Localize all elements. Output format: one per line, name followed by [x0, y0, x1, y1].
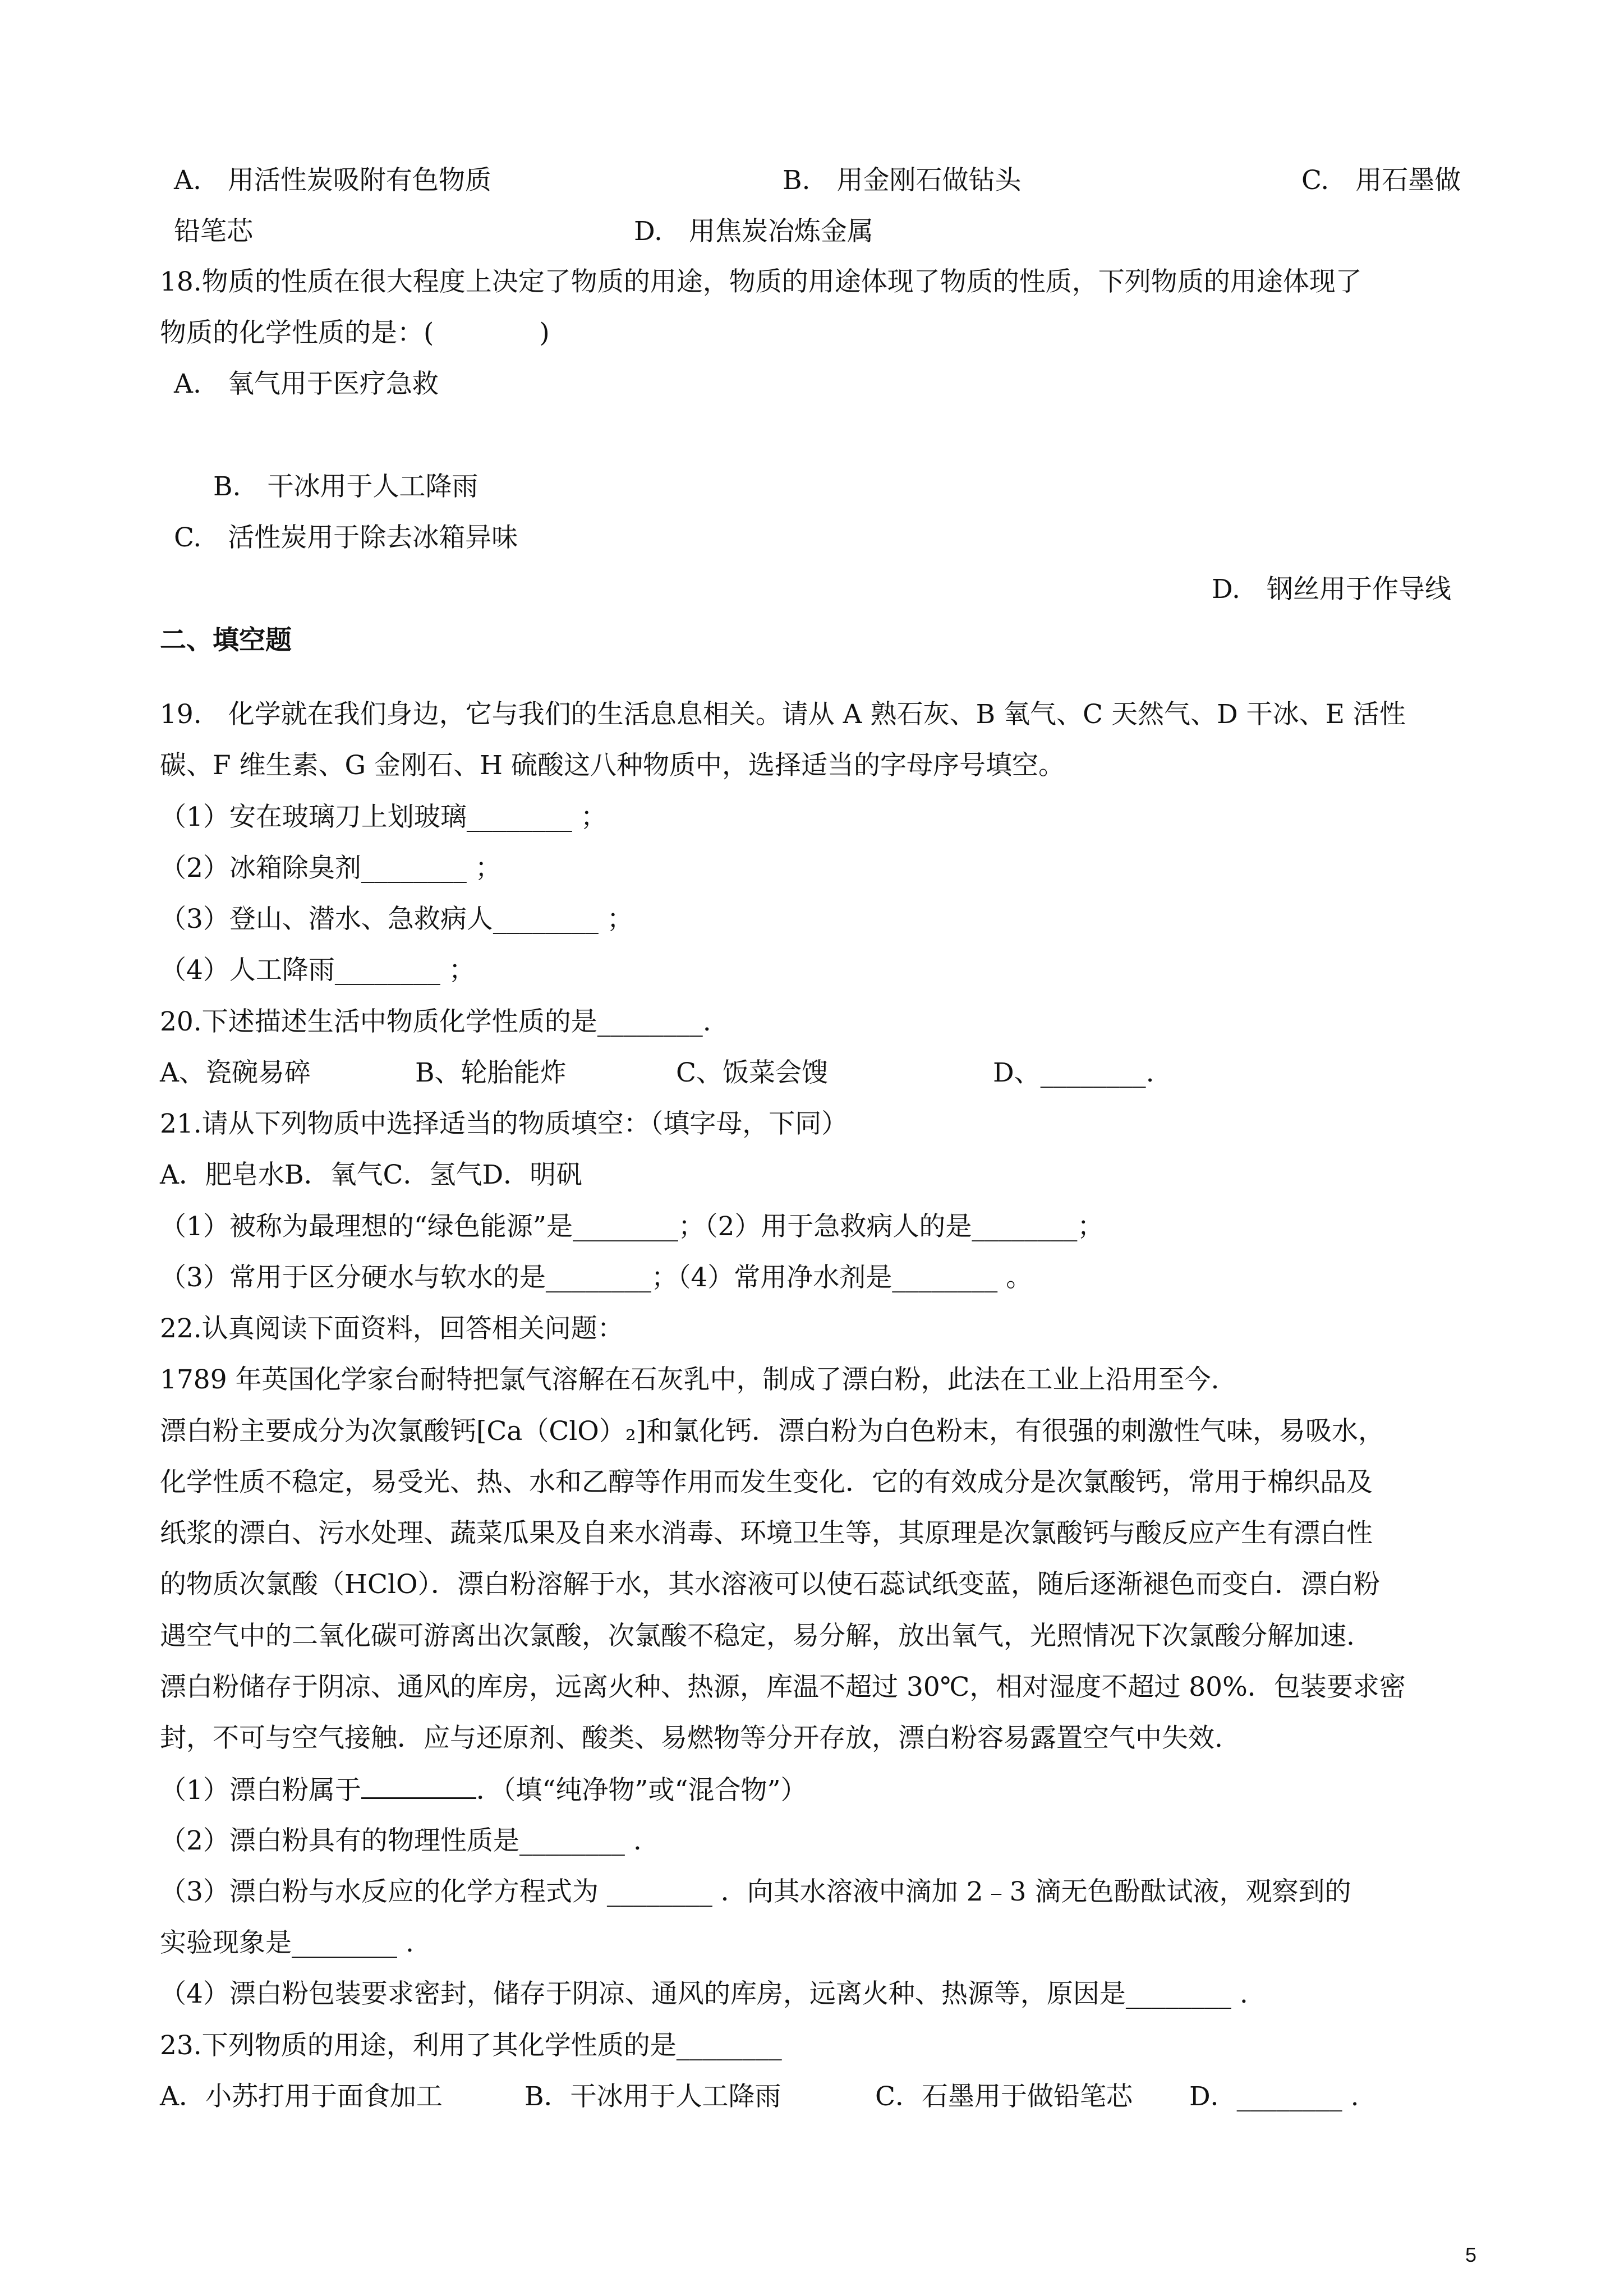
q20-option-c: C、饭菜会馊 — [676, 1057, 828, 1088]
q20-option-b: B、轮胎能炸 — [415, 1057, 567, 1088]
q22-para-line7: 漂白粉储存于阴凉、通风的库房，远离火种、热源，库温不超过 30℃，相对湿度不超过 80%．包装要求密 — [160, 1672, 1406, 1703]
q22-part-2: （2）漂白粉具有的物理性质是________ . — [160, 1825, 642, 1856]
q22-para-line4: 纸浆的漂白、污水处理、蔬菜瓜果及自来水消毒、环境卫生等，其原理是次氯酸钙与酸反应产生有漂白性 — [160, 1518, 1373, 1549]
q21-options: A．肥皂水B．氧气C．氢气D．明矾 — [160, 1159, 583, 1190]
q17-option-d: D. 用焦炭冶炼金属 — [634, 216, 873, 247]
q19-part-4: （4）人工降雨________ ； — [160, 955, 475, 986]
q22-part-3-line1: （3）漂白粉与水反应的化学方程式为 ________ ．向其水溶液中滴加 2﹣3 滴无色酚酞试液，观察到的 — [160, 1876, 1351, 1907]
q18-option-d: D. 钢丝用于作导线 — [1212, 574, 1451, 605]
section-title: 二、填空题 — [160, 625, 292, 656]
q17-option-a: A. 用活性炭吸附有色物质 — [174, 165, 491, 196]
q18-stem-line1: 18.物质的性质在很大程度上决定了物质的用途，物质的用途体现了物质的性质，下列物质的用途体现了 — [160, 266, 1362, 297]
q21-parts-row1: （1）被称为最理想的“绿色能源”是________；（2）用于急救病人的是________； — [160, 1211, 1104, 1242]
page-number: 5 — [1465, 2243, 1477, 2266]
q22-part-3-line2: 实验现象是________ . — [160, 1927, 414, 1958]
q18-option-b: B. 干冰用于人工降雨 — [213, 471, 479, 502]
q22-para-line5: 的物质次氯酸（HClO）．漂白粉溶解于水，其水溶液可以使石蕊试纸变蓝，随后逐渐褪色而变白．漂白粉 — [160, 1569, 1381, 1600]
q22-part-1 — [160, 1773, 807, 1807]
q22-para-line6: 遇空气中的二氧化碳可游离出次氯酸，次氯酸不稳定，易分解，放出氧气，光照情况下次氯酸分解加速. — [160, 1621, 1355, 1651]
q22-para-line8: 封，不可与空气接触．应与还原剂、酸类、易燃物等分开存放，漂白粉容易露置空气中失效. — [160, 1723, 1223, 1754]
q23-option-d: D．________ . — [1189, 2081, 1359, 2112]
q19-part-3: （3）登山、潜水、急救病人________ ； — [160, 904, 633, 935]
answer-blank — [361, 1773, 476, 1799]
q20-option-d: D、________. — [993, 1057, 1154, 1088]
q17-option-c-cont: 铅笔芯 — [174, 216, 253, 247]
q23-option-a: A．小苏打用于面食加工 — [160, 2081, 443, 2112]
q21-parts-row2: （3）常用于区分硬水与软水的是________；（4）常用净水剂是________ 。 — [160, 1262, 1033, 1293]
q22-stem: 22.认真阅读下面资料，回答相关问题： — [160, 1313, 624, 1344]
q17-option-c: C. 用石墨做 — [1301, 165, 1461, 196]
q23-option-b: B．干冰用于人工降雨 — [525, 2081, 781, 2112]
q22-para-line3: 化学性质不稳定，易受光、热、水和乙醇等作用而发生变化．它的有效成分是次氯酸钙，常用于棉织品及 — [160, 1467, 1373, 1498]
q23-option-c: C．石墨用于做铅笔芯 — [875, 2081, 1133, 2112]
q19-stem-line2: 碳、F 维生素、G 金刚石、H 硫酸这八种物质中，选择适当的字母序号填空。 — [160, 750, 1065, 781]
q22-para-line1: 1789 年英国化学家台耐特把氯气溶解在石灰乳中，制成了漂白粉，此法在工业上沿用至今. — [160, 1364, 1220, 1395]
q20-option-a: A、瓷碗易碎 — [160, 1057, 311, 1088]
q22-part-1-tail: ．（填“纯净物”或“混合物”） — [476, 1775, 807, 1806]
q21-stem: 21.请从下列物质中选择适当的物质填空：（填字母，下同） — [160, 1108, 848, 1139]
q22-part-4: （4）漂白粉包装要求密封，储存于阴凉、通风的库房，远离火种、热源等，原因是________ . — [160, 1978, 1248, 2009]
q23-stem: 23.下列物质的用途，利用了其化学性质的是________ — [160, 2030, 782, 2061]
q17-option-b: B. 用金刚石做钻头 — [783, 165, 1022, 196]
q18-option-c: C. 活性炭用于除去冰箱异味 — [174, 522, 518, 553]
q19-part-1: （1）安在玻璃刀上划玻璃________ ； — [160, 802, 607, 832]
q18-stem-line2: 物质的化学性质的是：( ) — [160, 318, 550, 348]
q20-stem: 20.下述描述生活中物质化学性质的是________. — [160, 1006, 711, 1037]
q19-part-2: （2）冰箱除臭剂________ ； — [160, 853, 502, 884]
q19-stem-line1: 19. 化学就在我们身边，它与我们的生活息息相关。请从 A 熟石灰、B 氧气、C 天然气、D 干冰、E 活性 — [160, 699, 1406, 730]
q22-para-line2: 漂白粉主要成分为次氯酸钙[Ca（ClO）₂]和氯化钙．漂白粉为白色粉末，有很强的刺激性气味，易吸水， — [160, 1416, 1385, 1447]
q22-part-1-text: （1）漂白粉属于 — [160, 1775, 361, 1806]
q18-option-a: A. 氧气用于医疗急救 — [174, 369, 439, 399]
